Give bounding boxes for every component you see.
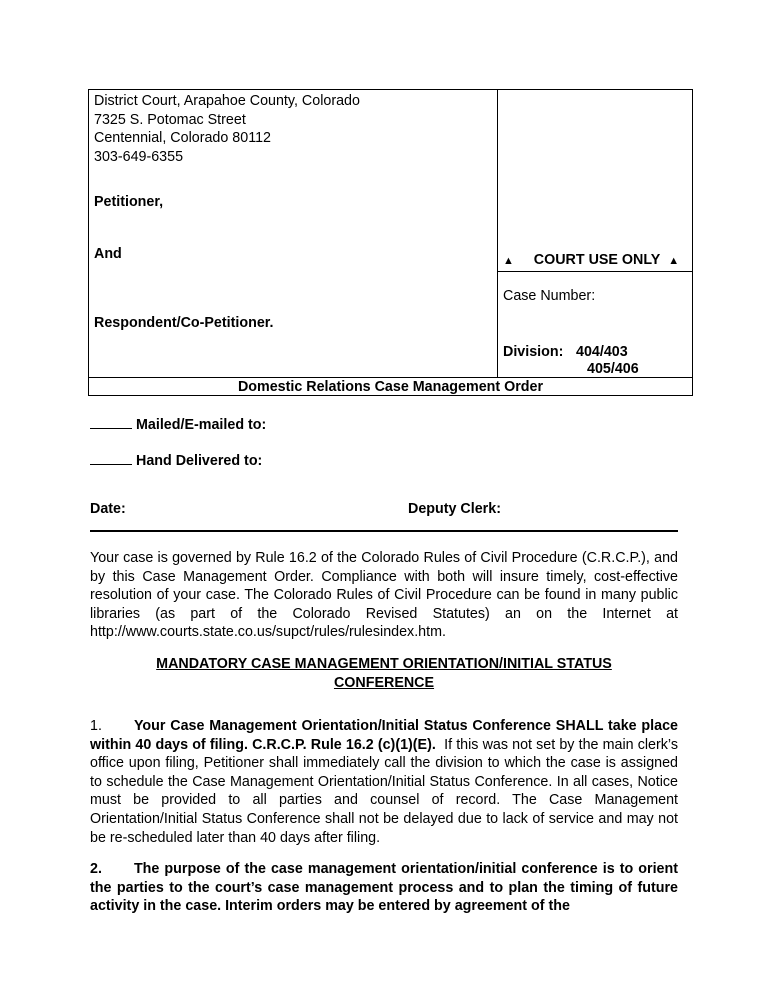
date-label: Date: xyxy=(90,501,126,517)
item-1-bold: Your Case Management Orientation/Initial Status Conference SHALL take place within 40 days of filing. C.R.C.P. Rule 16.2 (c)(1)(E). xyxy=(90,718,678,753)
mailed-line xyxy=(90,414,266,434)
petitioner-label: Petitioner, xyxy=(94,194,164,210)
case-number-label: Case Number: xyxy=(503,288,596,304)
item-1-paragraph xyxy=(90,717,678,847)
spade-icon: ▲ xyxy=(503,255,514,267)
court-use-divider xyxy=(498,271,693,272)
hand-delivered-line xyxy=(90,450,262,470)
separator-rule xyxy=(90,530,678,532)
item-2-paragraph xyxy=(90,860,678,916)
hand-delivered-label: Hand Delivered to: xyxy=(136,453,263,469)
court-use-only-label: COURT USE ONLY xyxy=(533,252,661,268)
court-address xyxy=(94,92,360,166)
court-phone: 303-649-6355 xyxy=(94,148,184,165)
item-1-text: If this was not set by the main clerk’s office upon filing, Petitioner shall immediately call the division to which the case is assigned to schedule the Case Management Orientation/Initial Status Conference. In all cases, Notice must be provided to all parties and counsel of record. The Case Management Orientation/Initial Status Conference shall not be delayed due to lack of service and may not be re-scheduled later than 40 days after filing. xyxy=(90,736,678,846)
division-label: Division: xyxy=(503,344,564,360)
item-2-bold: The purpose of the case management orientation/initial conference is to orient the parties to the court’s case management process and to plan the timing of future activity in the case. Interim orders may be entered by agreement of the xyxy=(90,861,678,915)
division-value-2: 405/406 xyxy=(587,361,639,377)
and-label: And xyxy=(94,246,122,262)
item-1-number: 1. xyxy=(90,718,102,734)
hand-blank xyxy=(90,450,132,465)
mailed-blank xyxy=(90,414,132,429)
spade-icon: ▲ xyxy=(668,255,680,267)
section-heading-line-2: CONFERENCE xyxy=(333,674,435,691)
section-heading-line-1: MANDATORY CASE MANAGEMENT ORIENTATION/INITIAL STATUS xyxy=(156,656,612,672)
court-street: 7325 S. Potomac Street xyxy=(94,111,246,128)
respondent-label: Respondent/Co-Petitioner. xyxy=(94,315,274,331)
mailed-label: Mailed/E-mailed to: xyxy=(136,417,267,433)
division-value-1: 404/403 xyxy=(576,344,628,360)
order-title: Domestic Relations Case Management Order xyxy=(237,379,544,395)
court-name: District Court, Arapahoe County, Colorado xyxy=(94,93,360,109)
court-use-only xyxy=(503,251,679,270)
item-2-number: 2. xyxy=(90,861,102,877)
section-heading xyxy=(90,655,678,692)
deputy-clerk-label: Deputy Clerk: xyxy=(408,501,501,517)
intro-paragraph: Your case is governed by Rule 16.2 of the Colorado Rules of Civil Procedure (C.R.C.P.), and by this Case Management Order. Compliance with both will insure timely, cost-effective resolution of your case. The Colorado Rules of Civil Procedure can be found in many public libraries (as part of the Colorado Revised Statutes) an on the Internet at http://www.courts.state.co.us/supct/rules/rulesindex.htm. xyxy=(90,550,678,641)
caption-divider-vertical xyxy=(497,89,498,377)
court-city: Centennial, Colorado 80112 xyxy=(94,130,271,146)
